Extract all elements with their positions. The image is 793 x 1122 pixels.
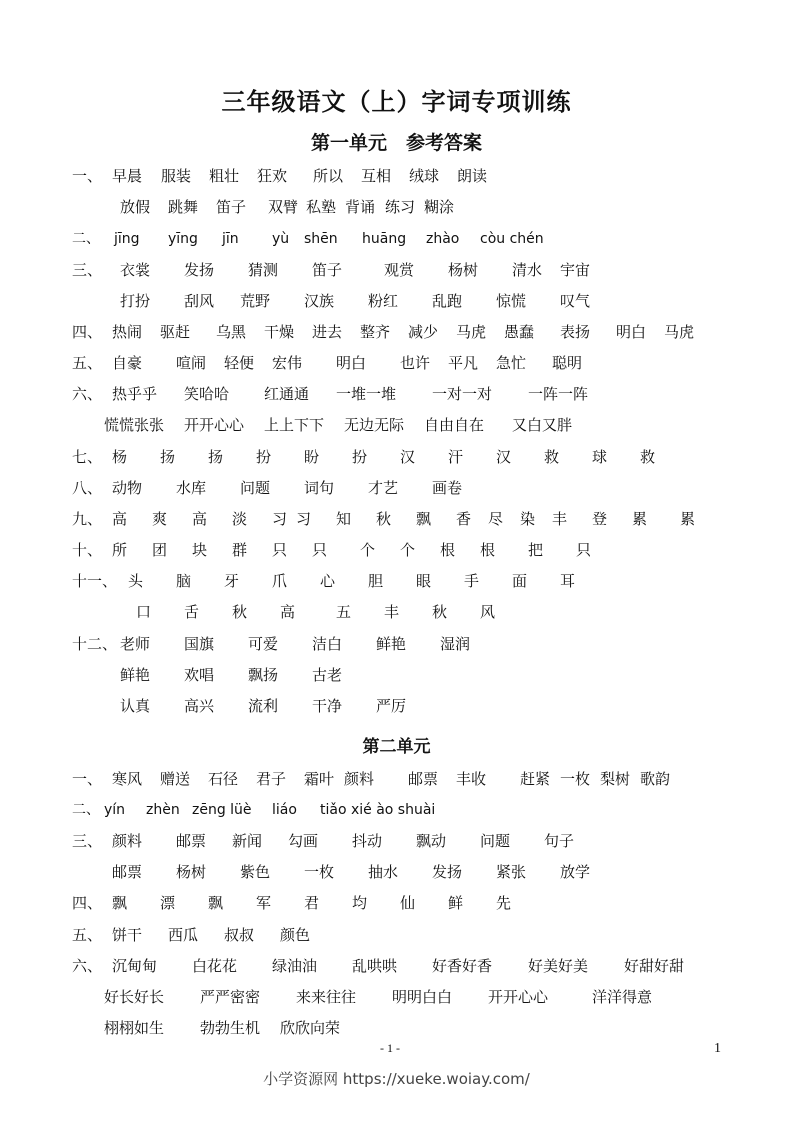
answer-word: 寒风: [112, 770, 143, 788]
question-number: 十二、: [72, 635, 118, 653]
unit2-line: [0, 985, 793, 1009]
answer-word: 只: [312, 541, 328, 559]
answer-word: 动物: [112, 479, 143, 497]
answer-word: 新闻: [232, 832, 263, 850]
answer-word: 开开心心: [184, 416, 245, 434]
answer-word: 个: [360, 541, 376, 559]
answer-word: 丰收: [456, 770, 487, 788]
answer-word: 刮风: [184, 292, 215, 310]
answer-word: 秋: [232, 603, 248, 621]
answer-word: 严严密密: [200, 988, 261, 1006]
answer-word: 耳: [560, 572, 576, 590]
answer-word: 才艺: [368, 479, 399, 497]
answer-word: 问题: [480, 832, 511, 850]
answer-word: zhào: [426, 231, 460, 247]
question-number: 九、: [72, 510, 103, 528]
question-number: 四、: [72, 894, 103, 912]
answer-word: 发扬: [184, 261, 215, 279]
answer-word: 秋: [376, 510, 392, 528]
answer-word: 无边无际: [344, 416, 405, 434]
answer-word: 干净: [312, 697, 343, 715]
answer-word: 又白又胖: [512, 416, 573, 434]
answer-word: 乱跑: [432, 292, 463, 310]
answer-word: zēng lüè: [192, 802, 252, 818]
answer-word: 栩栩如生: [104, 1019, 165, 1037]
answer-word: 水库: [176, 479, 207, 497]
answer-word: 笛子: [216, 198, 247, 216]
answer-word: 杨树: [448, 261, 479, 279]
answer-word: 粉红: [368, 292, 399, 310]
question-number: 十一、: [72, 572, 118, 590]
answer-word: 双臂: [268, 198, 299, 216]
answer-word: 风: [480, 603, 496, 621]
answer-word: 古老: [312, 666, 343, 684]
unit1-line: [0, 663, 793, 687]
answer-word: 邮票: [408, 770, 439, 788]
answer-word: 仙: [400, 894, 416, 912]
answer-word: zhèn: [146, 802, 180, 818]
answer-word: 染: [520, 510, 536, 528]
answer-word: 口: [136, 603, 152, 621]
answer-word: 军: [256, 894, 272, 912]
unit1-line: [0, 227, 793, 251]
unit1-line: [0, 600, 793, 624]
question-number: 三、: [72, 832, 103, 850]
answer-word: 好甜好甜: [624, 957, 685, 975]
answer-word: 洋洋得意: [592, 988, 653, 1006]
answer-word: 飘: [112, 894, 128, 912]
answer-word: 鲜艳: [120, 666, 151, 684]
answer-word: 马虎: [456, 323, 487, 341]
answer-word: 块: [192, 541, 208, 559]
answer-word: 放假: [120, 198, 151, 216]
answer-word: huāng: [362, 231, 407, 247]
answer-word: 爪: [272, 572, 288, 590]
answer-word: 绿油油: [272, 957, 318, 975]
answer-word: 欢唱: [184, 666, 215, 684]
answer-word: 自由自在: [424, 416, 485, 434]
answer-word: 只: [272, 541, 288, 559]
answer-word: 均: [352, 894, 368, 912]
question-number: 四、: [72, 323, 103, 341]
unit2-line: [0, 829, 793, 853]
answer-word: 勾画: [288, 832, 319, 850]
answer-word: 观赏: [384, 261, 415, 279]
answer-word: 惊慌: [496, 292, 527, 310]
answer-word: 衣裳: [120, 261, 151, 279]
answer-word: 猜测: [248, 261, 279, 279]
answer-word: 宏伟: [272, 354, 303, 372]
answer-word: 放学: [560, 863, 591, 881]
answer-word: 累: [632, 510, 648, 528]
question-number: 六、: [72, 385, 103, 403]
answer-word: 君子: [256, 770, 287, 788]
answer-word: 救: [640, 448, 656, 466]
answer-word: tiǎo xié ào shuài: [320, 802, 436, 818]
answer-word: 马虎: [664, 323, 695, 341]
answer-word: 先: [496, 894, 512, 912]
answer-word: 词句: [304, 479, 335, 497]
page-number: - 1 -: [380, 1041, 400, 1055]
answer-word: 杨树: [176, 863, 207, 881]
answer-word: 轻便: [224, 354, 255, 372]
answer-word: 丰: [384, 603, 400, 621]
answer-word: 累: [680, 510, 696, 528]
answer-word: 好美好美: [528, 957, 589, 975]
answer-word: 爽: [152, 510, 168, 528]
answer-word: 只: [576, 541, 592, 559]
answer-word: yín: [104, 802, 126, 818]
answer-word: 梨树: [600, 770, 631, 788]
unit1-line: [0, 258, 793, 282]
answer-word: 上上下下: [264, 416, 325, 434]
answer-word: 秋: [432, 603, 448, 621]
unit1-line: [0, 195, 793, 219]
question-number: 三、: [72, 261, 103, 279]
answer-word: 喧闹: [176, 354, 207, 372]
answer-word: 抽水: [368, 863, 399, 881]
unit1-line: [0, 632, 793, 656]
answer-word: 高: [192, 510, 208, 528]
answer-word: 舌: [184, 603, 200, 621]
answer-word: 漂: [160, 894, 176, 912]
unit1-line: [0, 538, 793, 562]
answer-word: 狂欢: [257, 167, 288, 185]
answer-word: 脑: [176, 572, 192, 590]
answer-word: 慌慌张张: [104, 416, 165, 434]
answer-word: 面: [512, 572, 528, 590]
answer-word: 高: [280, 603, 296, 621]
page-mark: 1: [714, 1041, 721, 1056]
answer-word: 丰: [552, 510, 568, 528]
answer-word: 习: [296, 510, 312, 528]
answer-word: 君: [304, 894, 320, 912]
unit1-line: [0, 413, 793, 437]
answer-word: 邮票: [176, 832, 207, 850]
answer-word: 湿润: [440, 635, 471, 653]
question-number: 八、: [72, 479, 103, 497]
answer-word: 香: [456, 510, 472, 528]
answer-word: shēn: [304, 231, 338, 247]
answer-word: 减少: [408, 323, 439, 341]
answer-word: 糊涂: [424, 198, 455, 216]
answer-word: 头: [128, 572, 144, 590]
footer-url: 小学资源网 https://xueke.woiay.com/: [263, 1070, 530, 1088]
unit1-line: [0, 289, 793, 313]
answer-word: 可爱: [248, 635, 279, 653]
answer-word: 扮: [256, 448, 272, 466]
answer-word: 叔叔: [224, 926, 255, 944]
question-number: 七、: [72, 448, 103, 466]
answer-word: 心: [320, 572, 336, 590]
answer-word: 国旗: [184, 635, 215, 653]
answer-word: 汉族: [304, 292, 335, 310]
question-number: 二、: [72, 231, 100, 247]
answer-word: 团: [152, 541, 168, 559]
question-number: 六、: [72, 957, 103, 975]
answer-word: 驱赶: [160, 323, 191, 341]
answer-word: 飘动: [416, 832, 447, 850]
answer-word: 群: [232, 541, 248, 559]
answer-word: 个: [400, 541, 416, 559]
answer-word: 五: [336, 603, 352, 621]
answer-word: 来来往往: [296, 988, 357, 1006]
question-number: 一、: [72, 167, 103, 185]
answer-word: 手: [464, 572, 480, 590]
answer-word: 服装: [161, 167, 192, 185]
answer-word: 高: [112, 510, 128, 528]
answer-word: 登: [592, 510, 608, 528]
answer-word: 胆: [368, 572, 384, 590]
page-title: 三年级语文（上）字词专项训练: [221, 87, 572, 116]
answer-word: 颜色: [280, 926, 311, 944]
answer-word: jīn: [222, 231, 239, 247]
answer-word: 发扬: [432, 863, 463, 881]
answer-word: 鲜: [448, 894, 464, 912]
answer-word: 所以: [313, 167, 344, 185]
answer-word: 明白: [616, 323, 647, 341]
unit1-line: [0, 164, 793, 188]
answer-word: 愚蠢: [504, 323, 535, 341]
answer-word: 红通通: [264, 385, 310, 403]
answer-word: liáo: [272, 802, 297, 818]
answer-word: 勃勃生机: [200, 1019, 261, 1037]
answer-word: 聪明: [552, 354, 583, 372]
answer-word: 私塾: [306, 198, 337, 216]
answer-word: 乱哄哄: [352, 957, 398, 975]
answer-word: 自豪: [112, 354, 143, 372]
answer-word: còu chén: [480, 231, 544, 247]
answer-word: 乌黑: [216, 323, 247, 341]
answer-word: 粗壮: [209, 167, 240, 185]
answer-word: 笑哈哈: [184, 385, 230, 403]
unit2-line: [0, 767, 793, 791]
answer-word: 杨: [112, 448, 128, 466]
answer-word: 所: [112, 541, 128, 559]
unit1-line: [0, 694, 793, 718]
answer-word: 饼干: [112, 926, 143, 944]
answer-word: 洁白: [312, 635, 343, 653]
answer-word: yù: [272, 231, 290, 247]
answer-word: 早晨: [112, 167, 143, 185]
answer-word: 打扮: [120, 292, 151, 310]
answer-word: 白花花: [192, 957, 238, 975]
answer-word: 习: [272, 510, 288, 528]
answer-word: 句子: [544, 832, 575, 850]
answer-word: 也许: [400, 354, 431, 372]
answer-word: 好香好香: [432, 957, 493, 975]
answer-word: 绒球: [409, 167, 440, 185]
answer-word: 流利: [248, 697, 279, 715]
unit1-line: [0, 445, 793, 469]
answer-word: 一阵一阵: [528, 385, 589, 403]
answer-word: 表扬: [560, 323, 591, 341]
question-number: 十、: [72, 541, 103, 559]
answer-word: 飘: [416, 510, 432, 528]
answer-word: 飘: [208, 894, 224, 912]
answer-word: 鲜艳: [376, 635, 407, 653]
answer-word: jīng: [114, 231, 140, 247]
answer-word: 热乎乎: [112, 385, 158, 403]
answer-word: 把: [528, 541, 544, 559]
answer-word: 画卷: [432, 479, 463, 497]
answer-word: 笛子: [312, 261, 343, 279]
answer-word: 跳舞: [168, 198, 199, 216]
answer-word: 明白: [336, 354, 367, 372]
answer-word: 扬: [208, 448, 224, 466]
answer-word: 朗读: [457, 167, 488, 185]
answer-word: 开开心心: [488, 988, 549, 1006]
unit2-line: [0, 923, 793, 947]
unit1-line: [0, 351, 793, 375]
question-number: 一、: [72, 770, 103, 788]
answer-word: 颜料: [344, 770, 375, 788]
answer-word: 根: [480, 541, 496, 559]
answer-word: 好长好长: [104, 988, 165, 1006]
answer-word: 赠送: [160, 770, 191, 788]
answer-word: 飘扬: [248, 666, 279, 684]
answer-word: 练习: [385, 198, 416, 216]
answer-word: 救: [544, 448, 560, 466]
unit1-line: [0, 507, 793, 531]
unit2-line: [0, 954, 793, 978]
unit2-line: [0, 1016, 793, 1040]
answer-word: 高兴: [184, 697, 215, 715]
answer-word: 清水: [512, 261, 543, 279]
answer-word: 明明白白: [392, 988, 453, 1006]
answer-word: 一枚: [560, 770, 591, 788]
question-number: 五、: [72, 354, 103, 372]
answer-word: 汉: [400, 448, 416, 466]
answer-word: 扬: [160, 448, 176, 466]
answer-word: 平凡: [448, 354, 479, 372]
answer-word: 知: [336, 510, 352, 528]
answer-word: 眼: [416, 572, 432, 590]
answer-word: 宇宙: [560, 261, 591, 279]
answer-word: 根: [440, 541, 456, 559]
unit2-line: [0, 860, 793, 884]
unit1-line: [0, 320, 793, 344]
answer-word: 热闹: [112, 323, 143, 341]
answer-word: 一堆一堆: [336, 385, 397, 403]
answer-word: 背诵: [345, 198, 376, 216]
answer-word: 紧张: [496, 863, 527, 881]
answer-word: 石径: [208, 770, 239, 788]
unit2-line: [0, 798, 793, 822]
answer-word: 邮票: [112, 863, 143, 881]
unit1-line: [0, 569, 793, 593]
answer-word: 霜叶: [304, 770, 335, 788]
answer-word: 淡: [232, 510, 248, 528]
question-number: 二、: [72, 802, 100, 818]
answer-word: 急忙: [496, 354, 527, 372]
answer-word: 互相: [361, 167, 392, 185]
unit2-line: [0, 891, 793, 915]
answer-word: 赶紧: [520, 770, 551, 788]
unit2-heading: 第二单元: [362, 737, 431, 757]
answer-word: 扮: [352, 448, 368, 466]
answer-word: 歌韵: [640, 770, 671, 788]
answer-word: 认真: [120, 697, 151, 715]
answer-word: 进去: [312, 323, 343, 341]
answer-word: 整齐: [360, 323, 391, 341]
answer-word: 汗: [448, 448, 464, 466]
answer-word: 叹气: [560, 292, 591, 310]
answer-word: 抖动: [352, 832, 383, 850]
answer-word: 荒野: [240, 292, 271, 310]
answer-word: 欣欣向荣: [280, 1019, 341, 1037]
unit1-line: [0, 476, 793, 500]
answer-word: 干燥: [264, 323, 295, 341]
unit1-line: [0, 382, 793, 406]
question-number: 五、: [72, 926, 103, 944]
answer-word: 沉甸甸: [112, 957, 158, 975]
answer-word: 一对一对: [432, 385, 493, 403]
answer-word: 老师: [120, 635, 151, 653]
answer-word: 一枚: [304, 863, 335, 881]
answer-word: 汉: [496, 448, 512, 466]
answer-word: 紫色: [240, 863, 271, 881]
unit1-heading: 第一单元 参考答案: [310, 132, 482, 154]
answer-word: 牙: [224, 572, 240, 590]
answer-word: 西瓜: [168, 926, 199, 944]
answer-word: 颜料: [112, 832, 143, 850]
answer-word: 尽: [488, 510, 504, 528]
answer-word: 严厉: [376, 697, 407, 715]
answer-word: 盼: [304, 448, 320, 466]
answer-word: 球: [592, 448, 608, 466]
answer-word: 问题: [240, 479, 271, 497]
answer-word: yīng: [168, 231, 198, 247]
